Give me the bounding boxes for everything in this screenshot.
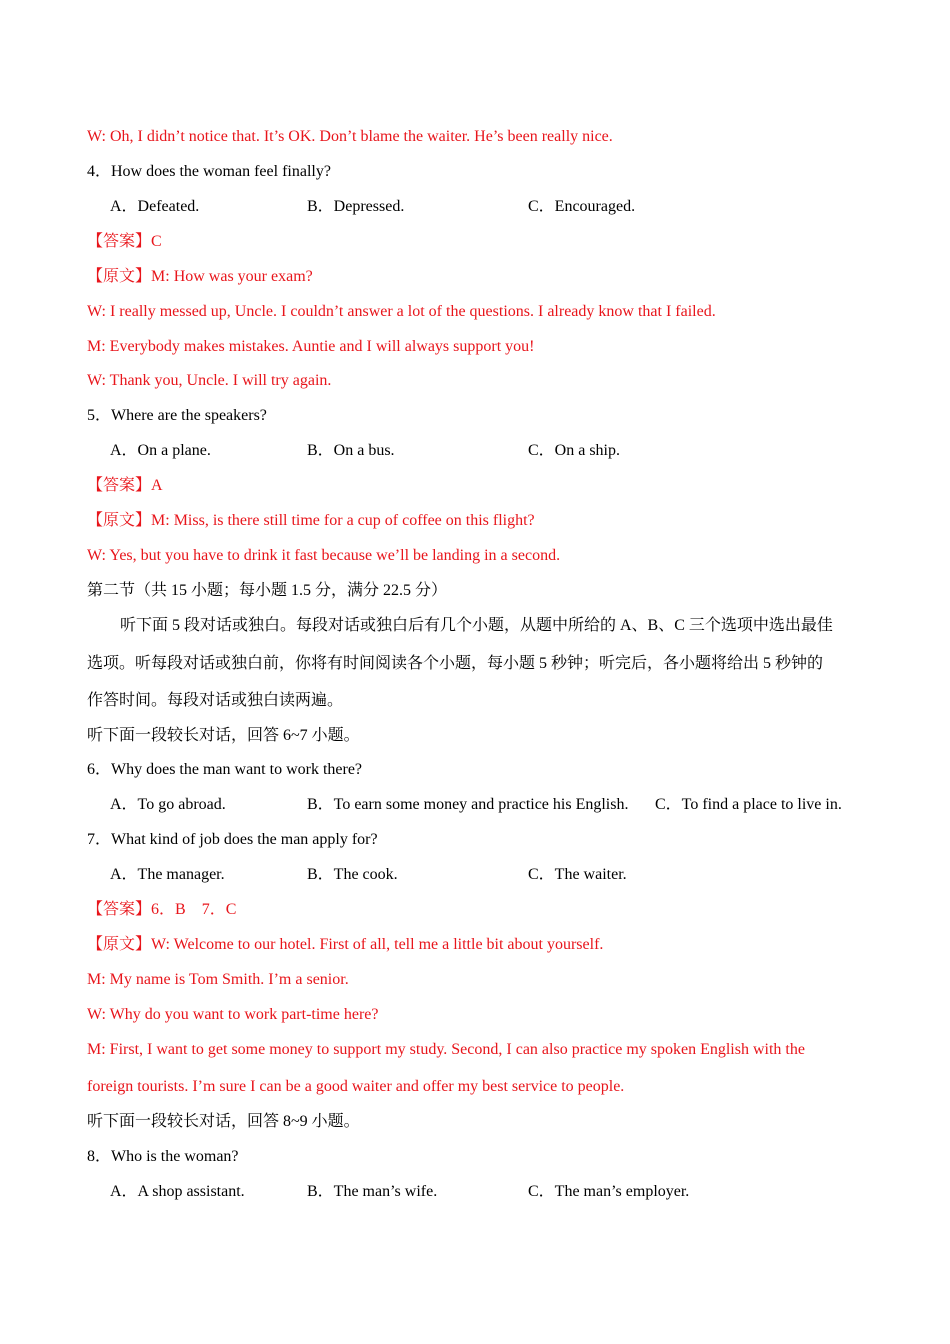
- q4-script-first: [87, 267, 313, 287]
- dialog-intro: 听下面一段较长对话，回答 8~9 小题。: [87, 1113, 360, 1130]
- q7-option-a: A．The manager.: [110, 866, 225, 883]
- script-label: 【原文】: [87, 268, 152, 285]
- answer-label: 【答案】: [87, 477, 152, 494]
- question-4: 4．How does the woman feel finally?: [87, 163, 331, 180]
- q67-answer: [87, 900, 236, 920]
- answer-value: 6．B 7．C: [151, 901, 237, 918]
- script-line: M: First, I want to get some money to support my study. Second, I can also practice my spoken English with the: [87, 1041, 805, 1058]
- question-5: 5．Where are the speakers?: [87, 407, 267, 424]
- q5-option-c: C．On a ship.: [528, 442, 621, 459]
- q6-option-c: C．To find a place to live in.: [655, 796, 842, 813]
- script-line: M: How was your exam?: [151, 268, 313, 285]
- q5-answer: [87, 476, 163, 496]
- q5-script-first: [87, 511, 535, 531]
- q5-option-b: B．On a bus.: [307, 442, 395, 459]
- q8-option-b: B．The man’s wife.: [307, 1183, 438, 1200]
- q4-option-b: B．Depressed.: [307, 198, 405, 215]
- q6-option-b: B．To earn some money and practice his English.: [307, 796, 629, 813]
- script-line: W: Oh, I didn’t notice that. It’s OK. Don’t blame the waiter. He’s been really nice.: [87, 128, 613, 145]
- q5-option-a: A．On a plane.: [110, 442, 211, 459]
- script-line: M: My name is Tom Smith. I’m a senior.: [87, 971, 349, 988]
- script-line: W: Why do you want to work part-time here?: [87, 1006, 379, 1023]
- script-line: W: I really messed up, Uncle. I couldn’t answer a lot of the questions. I already know that I failed.: [87, 303, 716, 320]
- question-6: 6．Why does the man want to work there?: [87, 761, 363, 778]
- answer-value: A: [151, 477, 163, 494]
- instructions-line: 听下面 5 段对话或独白。每段对话或独白后有几个小题，从题中所给的 A、B、C 三个选项中选出最佳: [120, 617, 833, 634]
- instructions-line: 选项。听每段对话或独白前，你将有时间阅读各个小题，每小题 5 秒钟；听完后，各小题将给出 5 秒钟的: [87, 655, 824, 672]
- question-7: 7．What kind of job does the man apply for?: [87, 831, 378, 848]
- q7-option-c: C．The waiter.: [528, 866, 627, 883]
- question-8: 8．Who is the woman?: [87, 1148, 239, 1165]
- q6-option-a: A．To go abroad.: [110, 796, 226, 813]
- answer-label: 【答案】: [87, 233, 152, 250]
- section-heading: 第二节（共 15 小题；每小题 1.5 分，满分 22.5 分）: [87, 582, 448, 599]
- instructions-line: 作答时间。每段对话或独白读两遍。: [87, 692, 344, 709]
- script-line: W: Yes, but you have to drink it fast because we’ll be landing in a second.: [87, 547, 561, 564]
- script-line: foreign tourists. I’m sure I can be a good waiter and offer my best service to people.: [87, 1078, 625, 1095]
- q4-option-a: A．Defeated.: [110, 198, 200, 215]
- script-label: 【原文】: [87, 512, 152, 529]
- script-label: 【原文】: [87, 936, 152, 953]
- script-line: W: Welcome to our hotel. First of all, tell me a little bit about yourself.: [151, 936, 604, 953]
- q67-script-first: [87, 935, 603, 955]
- script-line: M: Everybody makes mistakes. Auntie and I will always support you!: [87, 338, 535, 355]
- script-line: W: Thank you, Uncle. I will try again.: [87, 372, 332, 389]
- q7-option-b: B．The cook.: [307, 866, 398, 883]
- answer-label: 【答案】: [87, 901, 152, 918]
- q8-option-a: A．A shop assistant.: [110, 1183, 245, 1200]
- q4-answer: [87, 232, 162, 252]
- script-line: M: Miss, is there still time for a cup of coffee on this flight?: [151, 512, 535, 529]
- answer-value: C: [151, 233, 162, 250]
- dialog-intro: 听下面一段较长对话，回答 6~7 小题。: [87, 727, 360, 744]
- q8-option-c: C．The man’s employer.: [528, 1183, 690, 1200]
- q4-option-c: C．Encouraged.: [528, 198, 636, 215]
